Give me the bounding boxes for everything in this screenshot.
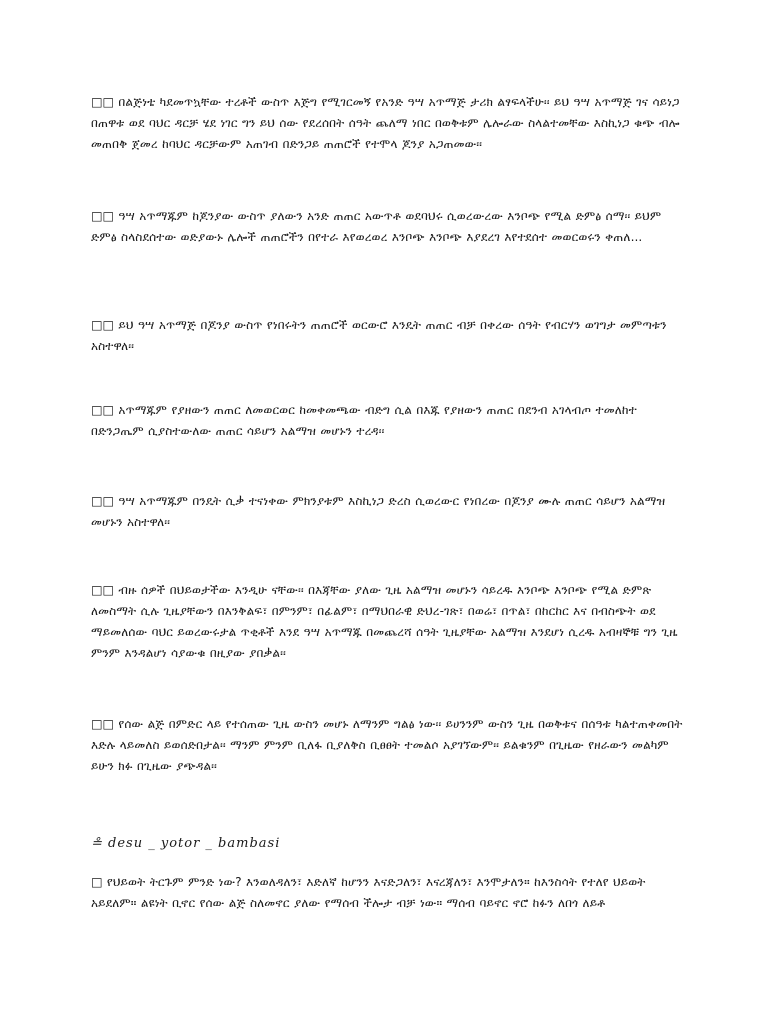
closing-paragraph: □ የህይወት ትርጉም ምንድ ነው? እንወለዳለን፣ እድለኛ ከሆንን እናድጋለን፣ እናረጃለን፣ እንሞታለን። ከእንስሳት የተለየ ህይወት አይደለም። ልዩነት ቢኖር የሰው ልጅ ስለመኖር ያለው የማሰብ ችሎታ ብቻ ነው። ማሰብ ባይኖር ኖሮ ከፉን ለበጎ ለይቶ (91, 875, 646, 910)
story-paragraph-7: □□ የሰው ልጅ በምድር ላይ የተሰጠው ጊዜ ውስን መሆኑ ለማንም ግልፅ ነው፡፡ ይሀንንም ውስን ጊዜ በወቅቱና በሰዓቱ ካልተጠቀመበት እድሉ ላይመለስ ይወሰድበታል፡፡ ማንም ምንም ቢለፋ ቢያለቅስ ቢፀፀት ተመልሶ አያገኘውም፡፡ ይልቁንም በጊዜው የዘራውን መልካም ይሁን ክፉ በጊዜው ያጭዳል፡፡ (91, 717, 683, 773)
story-paragraph-1: □□ በልጅነቴ ካደመጥኳቸው ተረቶች ውስጥ እጅግ የሚገርመኝ የአንድ ዓሣ አጥማጅ ታሪክ ልፃፍላችሁ፡፡ ይህ ዓሣ አጥማጅ ገና ሳይነጋ በጠዋቱ ወደ ባህር ዳርቻ ሄደ ነገር ግን ይህ ሰው የደረሰበት ሰዓት ጨለማ ነበር በወቅቱም ሌሎራው ስላልተመቸው እስኪነጋ ቁጭ ብሎ መጠበቅ ጀመረ ከባህር ዳርቻውም አጠገብ በድንጋይ ጠጠሮች የተሞላ ጆንያ አጋጠመው፡፡ (91, 95, 680, 151)
author-signature: ≗ desu _ yotor _ bambasi (91, 836, 281, 851)
story-paragraph-5: □□ ዓሣ አጥማጁም በንዴት ሲቃ ተናነቀው ምክንያቱም እስኪነጋ ድረስ ሲወረውር የነበረው በጆንያ ሙሉ ጠጠር ሳይሆን አልማዝ መሆኑን አስተዋለ፡፡ (91, 494, 666, 529)
story-paragraph-2: □□ ዓሣ አጥማጁም ከጆንያው ውስጥ ያለውን አንድ ጠጠር አውጥቶ ወደባህሩ ሲወረውረው እንቦጭ የሚል ድምፅ ሰማ፡፡ ይህም ድምፅ ስላስደሰተው ወድያውኑ ሌሎች ጠጠሮችን በየተራ እየወረወረ እንቦጭ እንቦጭ እያደረገ እየተደሰተ መወርወሩን ቀጠለ... (91, 209, 662, 244)
story-paragraph-3: □□ ይህ ዓሣ አጥማጅ በጆንያ ውስጥ የነበሩትን ጠጠሮች ወርውሮ እንዴት ጠጠር ብቻ በቀረው ሰዓት የብርሃን ወገግታ መምጣቱን አስተዋለ፡፡ (91, 318, 667, 353)
story-paragraph-6: □□ ብዙ ሰዎች በህይወታችው እንዲሁ ናቸው፡፡ በእጃቸው ያለው ጊዜ አልማዝ መሆኑን ሳይረዱ እንቦጭ እንቦጭ የሚል ድምጽ ለመስማት ሲሉ ጊዜያቸውን በእንቅልፍ፣ በምንም፣ በፊልም፣ በማህበራዊ ድህረ-ገጽ፣ በወሬ፣ በጥል፣ በከርከር እና በብስጭት ወደ ማይመለሰው ባህር ይወረውሩታል ጥቂቶች እንደ ዓሣ አጥማጁ በመጨረሻ ሰዓት ጊዜያቸው አልማዝ እንደሆነ ሲረዱ አብዛኞቹ ግን ጊዜ ምንም እንዳልሆነ ሳያውቁ በዚያው ያበቃል፡፡ (91, 583, 678, 660)
story-paragraph-4: □□ አጥማጁም የያዘውን ጠጠር ለመወርወር ከመቀመጫው ብድግ ሲል በእጁ የያዘውን ጠጠር በደንብ አገላብጦ ተመለከተ በድንጋጤም ሲያስተውለው ጠጠር ሳይሆን አልማዝ መሆኑን ተረዳ፡፡ (91, 403, 637, 438)
